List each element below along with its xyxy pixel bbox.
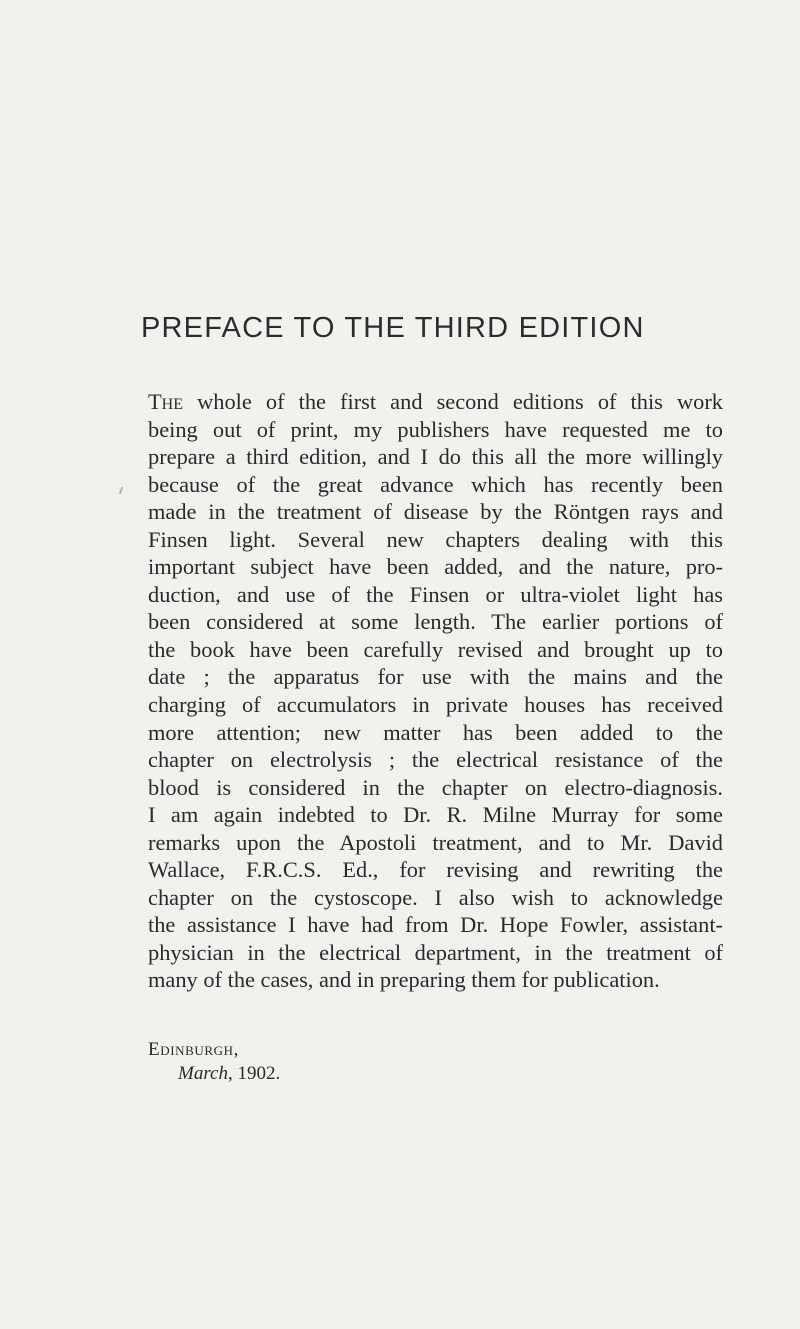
- text-line-last: many of the cases, and in preparing them for publication.: [148, 967, 660, 993]
- text-line: date ; the apparatus for use with the mains and the: [148, 664, 723, 690]
- text-line: more attention; new matter has been added to the: [148, 719, 723, 745]
- text-line: chapter on the cystoscope. I also wish to acknowledge: [148, 884, 723, 910]
- text-line: chapter on electrolysis ; the electrical resistance of the: [148, 747, 723, 773]
- lead-word: The: [148, 389, 184, 414]
- text-line: Wallace, F.R.C.S. Ed., for revising and rewriting the: [148, 857, 723, 883]
- preface-paragraph: [148, 388, 723, 994]
- signoff-place: Edinburgh,: [148, 1039, 239, 1060]
- text-line: important subject have been added, and the nature, pro-: [148, 554, 723, 580]
- text-line-content: whole of the first and second editions of this work: [183, 389, 723, 414]
- signoff-month: March: [178, 1063, 228, 1084]
- text-line: I am again indebted to Dr. R. Milne Murray for some: [148, 802, 723, 828]
- text-line: duction, and use of the Finsen or ultra-violet light has: [148, 581, 723, 607]
- text-line: because of the great advance which has recently been: [148, 471, 723, 497]
- text-line: charging of accumulators in private houses has received: [148, 692, 723, 718]
- text-line: Finsen light. Several new chapters dealing with this: [148, 526, 723, 552]
- text-line: [148, 388, 723, 416]
- text-line: remarks upon the Apostoli treatment, and to Mr. David: [148, 829, 723, 855]
- text-line: prepare a third edition, and I do this all the more willingly: [148, 444, 723, 470]
- signoff-date: [148, 1062, 280, 1086]
- text-line: being out of print, my publishers have requested me to: [148, 416, 723, 442]
- text-line: the book have been carefully revised and brought up to: [148, 636, 723, 662]
- text-line: the assistance I have had from Dr. Hope Fowler, assistant-: [148, 912, 723, 938]
- signoff-year: , 1902.: [227, 1063, 281, 1084]
- page-speck: [119, 487, 123, 494]
- page-title: PREFACE TO THE THIRD EDITION: [141, 312, 645, 344]
- signoff: [148, 1038, 280, 1086]
- text-line: physician in the electrical department, in the treatment of: [148, 939, 723, 965]
- text-line: made in the treatment of disease by the Röntgen rays and: [148, 499, 723, 525]
- text-line: been considered at some length. The earlier portions of: [148, 609, 723, 635]
- text-line: blood is considered in the chapter on electro-diagnosis.: [148, 774, 723, 800]
